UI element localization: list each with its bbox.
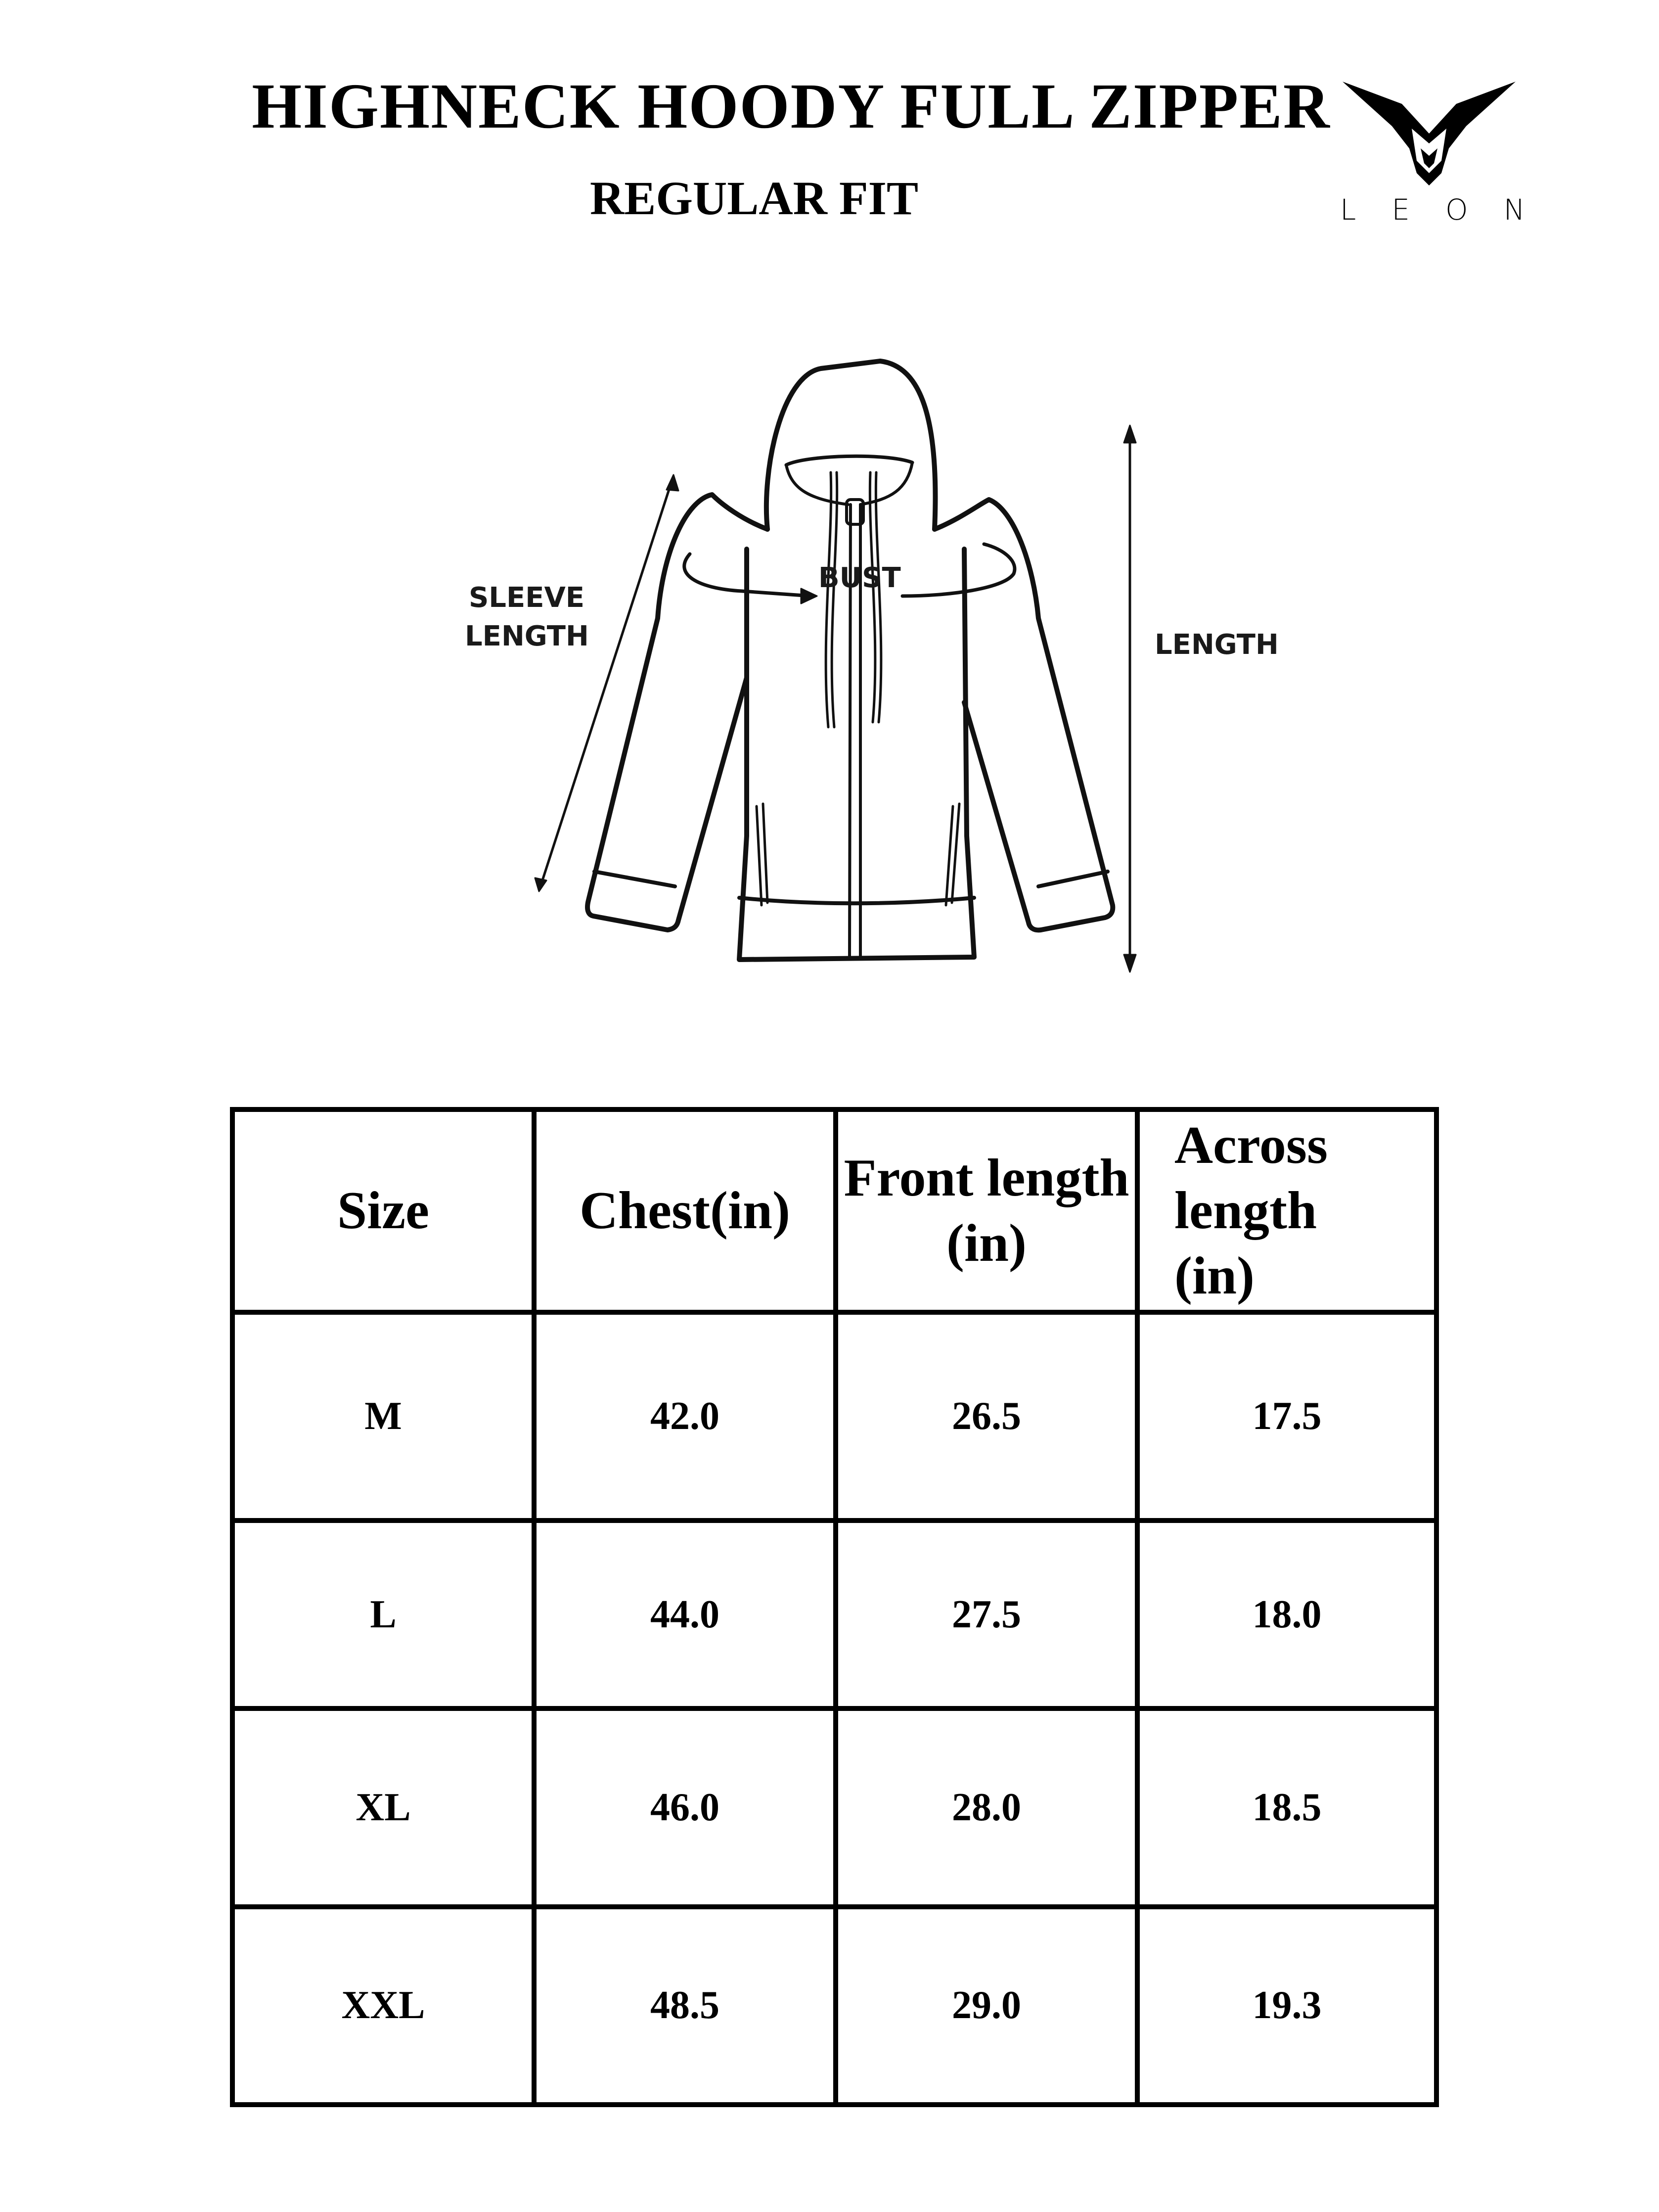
hoodie-measurement-diagram: [465, 341, 1315, 999]
cell-across: 18.5: [1137, 1708, 1436, 1906]
cell-chest: 44.0: [534, 1521, 836, 1708]
bust-label: BUST: [818, 562, 901, 594]
brand-name: LEON: [1340, 193, 1561, 227]
table-row: [232, 1907, 1436, 2105]
page-subtitle: REGULAR FIT: [589, 172, 919, 225]
cell-across: 19.3: [1137, 1907, 1436, 2105]
cell-chest: 46.0: [534, 1708, 836, 1906]
cell-size: XXL: [232, 1907, 534, 2105]
cell-chest: 48.5: [534, 1907, 836, 2105]
table-header-row: [232, 1109, 1436, 1312]
cell-front: 27.5: [836, 1521, 1137, 1708]
table-row: [232, 1312, 1436, 1520]
sleeve-label-line2: LENGTH: [465, 620, 589, 652]
sleeve-label-line1: SLEEVE: [468, 582, 585, 614]
cell-front: 29.0: [836, 1907, 1137, 2105]
page-title: HIGHNECK HOODY FULL ZIPPER: [252, 71, 1331, 142]
header-front-line2: (in): [946, 1214, 1027, 1273]
header-chest: Chest(in): [534, 1109, 836, 1312]
header-across-length: [1137, 1109, 1436, 1312]
cell-size: XL: [232, 1708, 534, 1906]
cell-across: 17.5: [1137, 1312, 1436, 1520]
header-across-line3: (in): [1174, 1246, 1255, 1306]
header-across-line2: length: [1174, 1181, 1317, 1241]
cell-size: M: [232, 1312, 534, 1520]
table-row: [232, 1521, 1436, 1708]
header-size: Size: [232, 1109, 534, 1312]
header-front-line1: Front length: [844, 1149, 1129, 1208]
lion-head-logo-icon: [1343, 74, 1516, 188]
length-label: LENGTH: [1155, 629, 1279, 661]
cell-front: 26.5: [836, 1312, 1137, 1520]
cell-across: 18.0: [1137, 1521, 1436, 1708]
cell-chest: 42.0: [534, 1312, 836, 1520]
header-front-length: [836, 1109, 1137, 1312]
cell-size: L: [232, 1521, 534, 1708]
size-chart-table: [230, 1107, 1439, 2107]
sleeve-length-label: [465, 579, 588, 656]
hoodie-outline-icon: [465, 341, 1315, 999]
header-across-line1: Across: [1174, 1116, 1328, 1175]
cell-front: 28.0: [836, 1708, 1137, 1906]
brand-logo: [1325, 74, 1561, 227]
table-row: [232, 1708, 1436, 1906]
